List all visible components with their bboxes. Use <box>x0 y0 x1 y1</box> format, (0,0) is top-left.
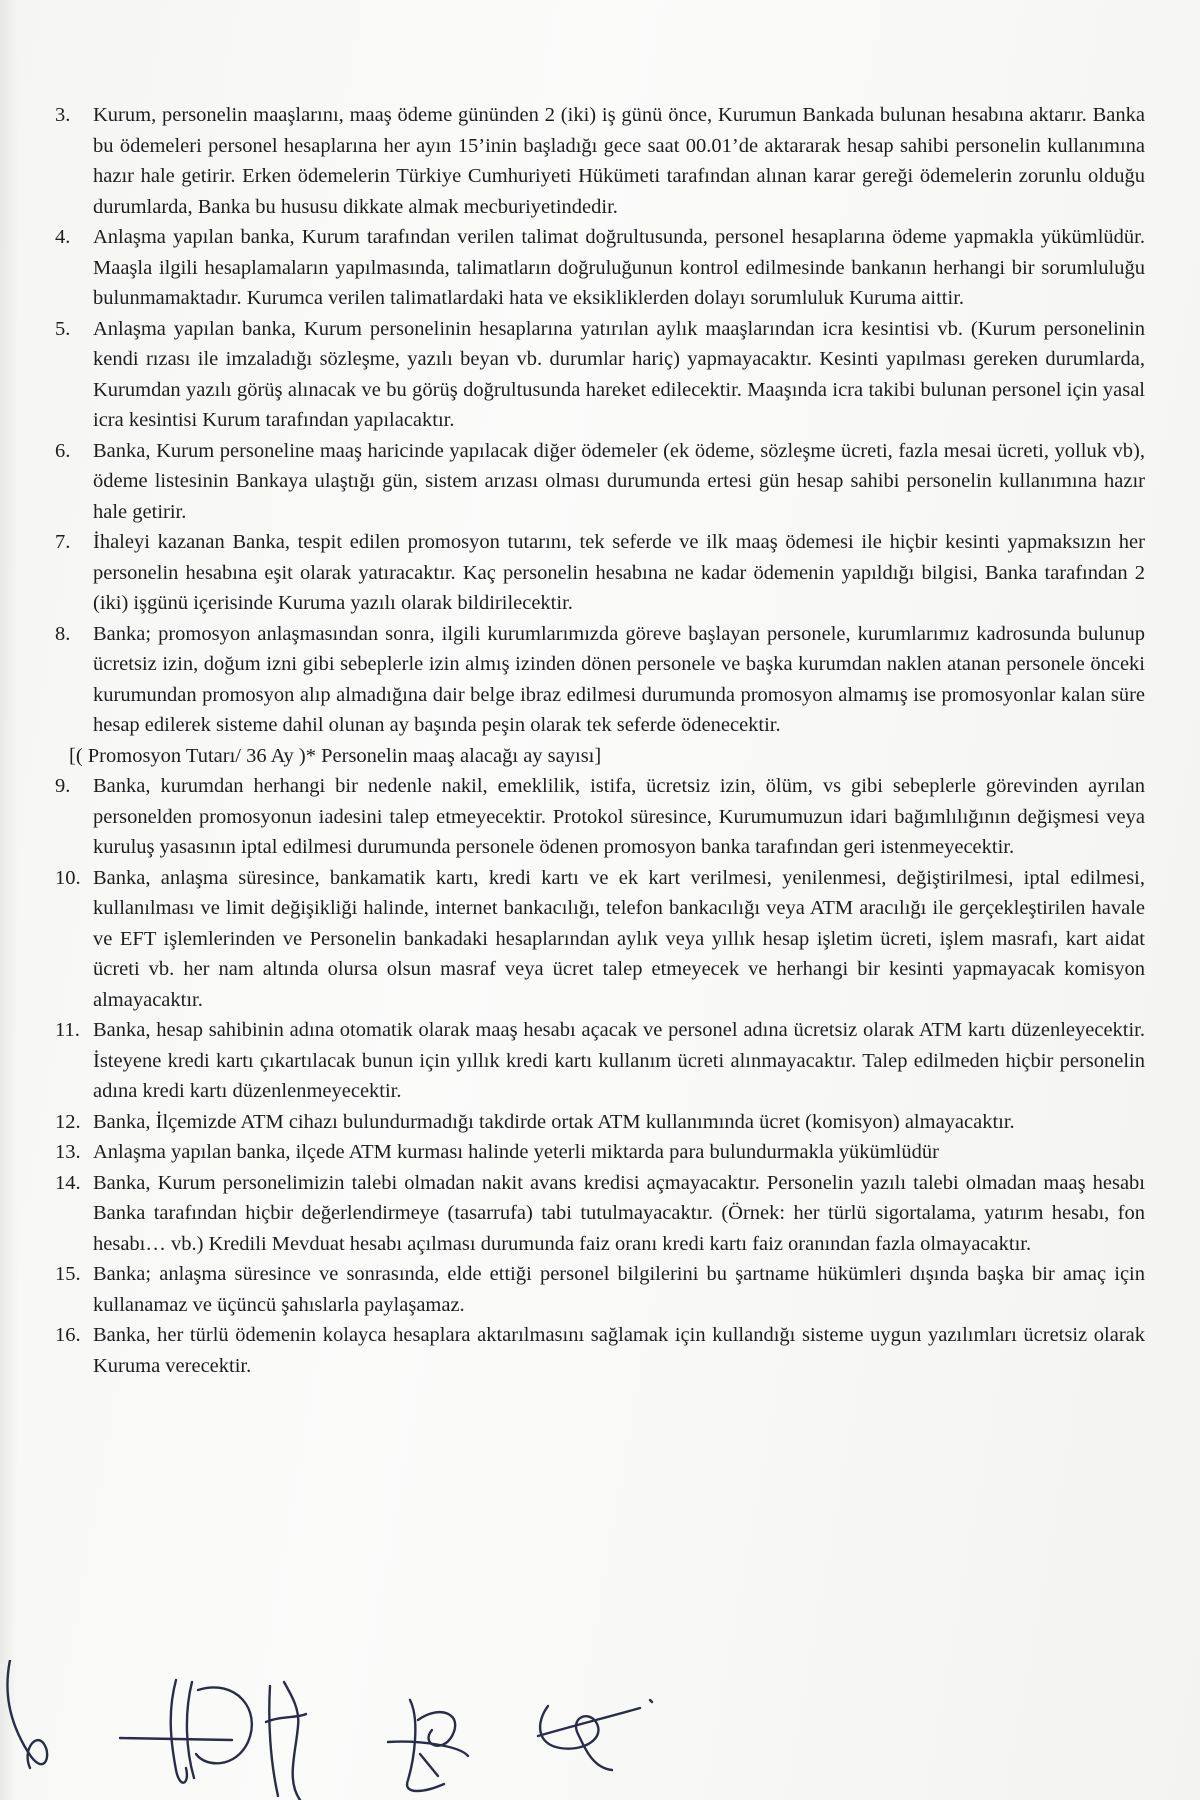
clause-number: 3. <box>55 104 71 126</box>
clause-text: Banka, anlaşma süresince, bankamatik kartı, kredi kartı ve ek kart verilmesi, yenilenmesi, değiştirilmesi, iptal edilmesi, kullanılması ve limit değişikliği halinde, internet bankacılığı, telefon bankacılığı veya ATM aracılığı ile gerçekleştirilen havale ve EFT işlemlerinden ve Personelin bankadaki hesaplarından aylık veya yıllık hesap işletim ücreti, işlem masrafı, kart aidat ücreti vb. her nam altında olursa olsun masraf veya ücret talep etmeyecek ve herhangi bir kesinti yapmayacak komisyon almayacaktır. <box>93 866 1145 1011</box>
clause-number: 16. <box>55 1324 81 1346</box>
clause-text: Banka, Kurum personelimizin talebi olmadan nakit avans kredisi açmayacaktır. Personelin yazılı talebi olmadan maaş hesabı Banka tarafından hiçbir değerlendirmeye (tasarrufa) tabi tutulmayacaktır. (Örnek: her türlü sigortalama, yatırım hesabı, fon hesabı… vb.) Kredili Mevduat hesabı açılması durumunda faiz oranı kredi kartı faiz oranından fazla olmayacaktır. <box>93 1171 1145 1255</box>
clause-text: Anlaşma yapılan banka, Kurum personelinin hesaplarına yatırılan aylık maaşlarından icra kesintisi vb. (Kurum personelinin kendi rızası ile imzaladığı sözleşme, yazılı beyan vb. durumlar hariç) yapmayacaktır. Kesinti yapılması gereken durumlarda, Kurumdan yazılı görüş alınacak ve bu görüş doğrultusunda hareket edilecektir. Maaşında icra takibi bulunan personel için yasal icra kesintisi Kurum tarafından yapılacaktır. <box>93 317 1145 431</box>
clause-item <box>55 100 1145 222</box>
signature-2 <box>120 1680 252 1783</box>
clause-number: 7. <box>55 531 71 553</box>
clause-text: Anlaşma yapılan banka, ilçede ATM kurması halinde yeterli miktarda para bulundurmakla yükümlüdür <box>93 1141 939 1163</box>
clause-number: 13. <box>55 1141 81 1163</box>
clause-item <box>55 1168 1145 1260</box>
clause-item <box>55 222 1145 314</box>
clause-text: Banka, İlçemizde ATM cihazı bulundurmadığı takdirde ortak ATM kullanımında ücret (komisyon) almayacaktır. <box>93 1110 1015 1133</box>
signature-1 <box>7 1660 47 1768</box>
clause-text: Banka, her türlü ödemenin kolayca hesaplara aktarılmasını sağlamak için kullandığı sisteme uygun yazılımları ücretsiz olarak Kuruma verecektir. <box>93 1324 1145 1377</box>
clause-item <box>55 1259 1145 1320</box>
clause-number: 11. <box>55 1019 80 1041</box>
clause-number: 5. <box>55 317 71 340</box>
page-edge-shadow <box>0 0 18 1800</box>
clause-item <box>55 771 1145 863</box>
clause-list <box>55 100 1145 1381</box>
clause-number: 4. <box>55 226 71 248</box>
clause-item <box>55 1107 1145 1138</box>
clause-item <box>55 1015 1145 1107</box>
clause-text: Banka; promosyon anlaşmasından sonra, ilgili kurumlarımızda göreve başlayan personele, kurumlarımız kadrosunda bulunup ücretsiz izin, doğum izni gibi sebeplerle izin almış izinden dönen personele ve başka kurumdan naklen atanan personele önceki kurumundan promosyon alıp almadığına dair belge ibraz edilmesi durumunda promosyon almamış ise promosyonlar kalan süre hesap edilerek sisteme dahil olunan ay başında peşin olarak tek seferde ödenecektir. <box>93 622 1145 736</box>
signature-3 <box>266 1682 306 1800</box>
clause-text: Banka, kurumdan herhangi bir nedenle nakil, emeklilik, istifa, ücretsiz izin, ölüm, vs gibi sebeplerle görevinden ayrılan personelden promosyonun iadesini talep etmeyecektir. Protokol süresince, Kurumumuzun idari bağımlılığının değişmesi veya kuruluş yasasının iptal edilmesi durumunda personele ödenen promosyon banka tarafından geri istenmeyecektir. <box>93 775 1145 858</box>
clause-number: 9. <box>55 775 71 797</box>
clause-text: Kurum, personelin maaşlarını, maaş ödeme gününden 2 (iki) iş günü önce, Kurumun Bankada bulunan hesabına aktarır. Banka bu ödemeleri personel hesaplarına her ayın 15’inin başladığı gece saat 00.01’de aktararak hesap sahibi personelin kullanımına hazır hale getirir. Erken ödemelerin Türkiye Cumhuriyeti Hükümeti tarafından alınan karar gereği ödemelerin zorunlu olduğu durumlarda, Banka bu hususu dikkate almak mecburiyetindedir. <box>93 104 1145 218</box>
clause-text: Banka, Kurum personeline maaş haricinde yapılacak diğer ödemeler (ek ödeme, sözleşme ücreti, fazla mesai ücreti, yolluk vb), ödeme listesinin Bankaya ulaştığı gün, sistem arızası olması durumunda ertesi gün hesap sahibi personelin kullanımına hazır hale getirir. <box>93 439 1145 523</box>
clause-number: 10. <box>55 866 81 889</box>
clause-item <box>55 314 1145 436</box>
clause-text: Banka; anlaşma süresince ve sonrasında, elde ettiği personel bilgilerini bu şartname hükümleri dışında başka bir amaç için kullanamaz ve üçüncü şahıslarla paylaşamaz. <box>93 1263 1145 1316</box>
clause-item <box>55 619 1145 741</box>
clause-text: Anlaşma yapılan banka, Kurum tarafından verilen talimat doğrultusunda, personel hesaplarına ödeme yapmakla yükümlüdür. Maaşla ilgili hesaplamaların yapılmasında, talimatların doğruluğunun kontrol edilmesinde bankanın herhangi bir sorumluluğu bulunmamaktadır. Kurumca verilen talimatlardaki hata ve eksikliklerden dolayı sorumluluk Kuruma aittir. <box>93 226 1145 309</box>
clause-item <box>55 527 1145 619</box>
clause-text: İhaleyi kazanan Banka, tespit edilen promosyon tutarını, tek seferde ve ilk maaş ödemesi ile hiçbir kesinti yapmaksızın her personelin hesabına eşit olarak yatıracaktır. Kaç personelin hesabına ne kadar ödemenin yapıldığı bilgisi, Banka tarafından 2 (iki) işgünü içerisinde Kuruma yazılı olarak bildirilecektir. <box>93 531 1145 614</box>
clause-item <box>55 436 1145 528</box>
clause-number: 12. <box>55 1110 81 1133</box>
clause-number: 6. <box>55 439 71 462</box>
clause-item <box>55 1320 1145 1381</box>
signature-row <box>0 1660 1200 1800</box>
clause-item <box>55 863 1145 1016</box>
clause-number: 8. <box>55 622 71 645</box>
clause-number: 14. <box>55 1171 81 1194</box>
clause-item <box>55 1137 1145 1168</box>
promotion-formula: [( Promosyon Tutarı/ 36 Ay )* Personelin maaş alacağı ay sayısı] <box>69 744 602 767</box>
clause-text: Banka, hesap sahibinin adına otomatik olarak maaş hesabı açacak ve personel adına ücretsiz olarak ATM kartı düzenleyecektir. İsteyene kredi kartı çıkartılacak bunun için yıllık kredi kartı kullanım ücreti alınmayacaktır. Talep edilmeden hiçbir personelin adına kredi kartı düzenlenmeyecektir. <box>93 1019 1145 1102</box>
signature-5 <box>538 1700 652 1770</box>
clause-number: 15. <box>55 1263 81 1285</box>
signature-4 <box>388 1700 468 1791</box>
